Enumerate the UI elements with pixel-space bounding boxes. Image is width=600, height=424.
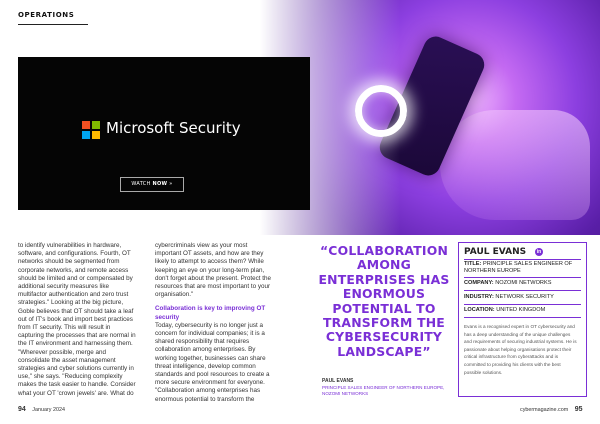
profile-industry [464,294,582,301]
profile-name: PAUL EVANS [464,247,527,257]
location-value: UNITED KINGDOM [496,307,546,313]
microsoft-logo-icon [82,121,100,139]
profile-divider [464,317,581,318]
profile-title [464,261,582,275]
profile-box [458,242,587,397]
hand-illustration [440,110,590,220]
footer-right [520,406,583,413]
section-divider [18,24,88,25]
logo-square-yellow [92,131,100,139]
industry-value: NETWORK SECURITY [495,294,554,300]
footer-left [18,406,65,413]
column-2-intro: cybercriminals view as your most important OT assets, and how are they likely to attempt to access them? While keeping an eye on your long-term plan, don't forget about the present. Protect the resources that are most important to your organisation." [155,242,272,299]
profile-location [464,307,582,314]
chevron-right-icon: » [169,181,173,187]
profile-bio: Evans is a recognised expert in OT cybersecurity and has a deep understanding of the unique challenges and requirements of securing industrial systems. He is passionate about helping organisations protect their critical infrastructure from cyberattacks and is committed to providing his clients with the best possible solutions. [464,324,577,375]
logo-square-red [82,121,90,129]
video-player[interactable] [18,57,310,210]
profile-company [464,280,582,287]
page-number-right: 95 [574,406,583,413]
company-label: COMPANY: [464,280,494,286]
column-2-body: Today, cybersecurity is no longer just a concern for individual companies; it is a shared responsibility that requires collaboration among enterprises. By working together, businesses can share threat intelligence, develop common standards and pool resources to create a more secure environment for everyone. "Collaboration among enterprises has enormous potential to transform the [155,321,270,403]
site-url[interactable]: cybermagazine.com [520,407,569,413]
profile-divider [464,259,581,260]
section-label: OPERATIONS [18,11,75,19]
logo-square-blue [82,131,90,139]
watch-now-button[interactable] [120,177,184,192]
title-label: TITLE: [464,261,482,267]
linkedin-icon[interactable]: in [536,249,542,255]
article-column-1 [18,242,138,398]
logo-square-green [92,121,100,129]
column-1-text: to identify vulnerabilities in hardware, software, and configurations. Fourth, OT networks should be segmented from corporate networks, and remote access should be limited and or compensated by additional security measures like multifactor authentication and zero trust strategies." Looking at the big picture, Goble believes that OT should take a leaf out of IT's book and import best practices from IT security. This will result in capturing the processes that are normal in the IT environment and harnessing them. "Wherever possible, merge and consolidate the asset management strategies and cyber solutions currently in use," she says. "Reducing complexity makes the task easier to handle. Consider what your OT 'crown jewels' are. What do [18,242,136,397]
page-number-left: 94 [18,406,26,413]
profile-divider [464,304,581,305]
company-value: NOZOMI NETWORKS [495,280,552,286]
subheading: Collaboration is key to improving OT security [155,305,266,321]
watch-now-label: NOW [152,181,168,187]
profile-divider [464,277,581,278]
title-value: PRINCIPLE SALES ENGINEER OF NORTHERN EUROPE [464,261,573,274]
video-brand-title: Microsoft Security [106,119,241,137]
quote-attribution-title: PRINCIPLE SALES ENGINEER OF NORTHERN EUROPE, NOZOMI NETWORKS [322,385,445,397]
quote-attribution-name: PAUL EVANS [322,378,354,384]
pull-quote: “COLLABORATION AMONG ENTERPRISES HAS ENORMOUS POTENTIAL TO TRANSFORM THE CYBERSECURITY LANDSCAPE” [318,243,450,359]
industry-label: INDUSTRY: [464,294,494,300]
profile-divider [464,290,581,291]
watch-label: WATCH [131,181,151,187]
location-label: LOCATION: [464,307,495,313]
issue-date: January 2024 [32,407,65,413]
article-column-2 [155,242,275,404]
